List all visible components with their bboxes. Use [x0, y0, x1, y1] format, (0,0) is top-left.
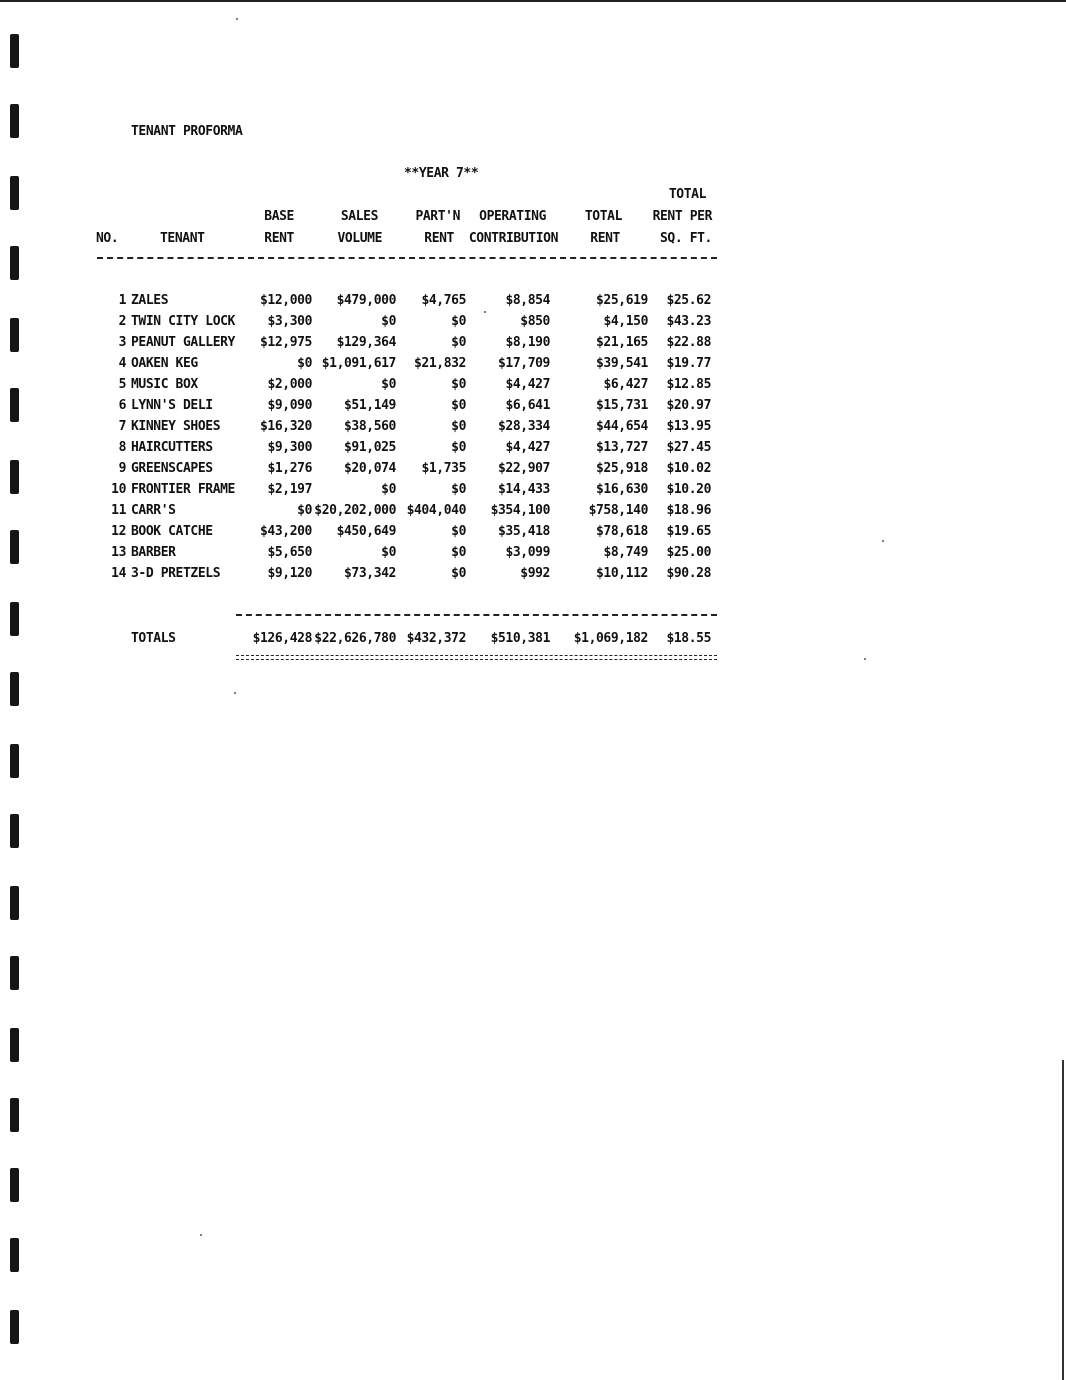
binder-punch-hole: [10, 956, 19, 990]
row-rent-per-sqft: $10.20: [666, 482, 711, 497]
row-number: 14: [111, 566, 126, 581]
row-number: 7: [118, 419, 126, 434]
row-tenant: 3-D PRETZELS: [131, 566, 221, 581]
row-operating: $17,709: [498, 356, 550, 371]
binder-punch-hole: [10, 460, 19, 494]
row-operating: $8,190: [505, 335, 550, 350]
row-operating: $4,427: [505, 440, 550, 455]
row-base-rent: $5,650: [267, 545, 312, 560]
binder-punch-hole: [10, 246, 19, 280]
binder-punch-hole: [10, 104, 19, 138]
row-tenant: LYNN'S DELI: [131, 398, 213, 413]
row-total-rent: $39,541: [596, 356, 648, 371]
scan-speck: [882, 540, 884, 542]
row-partn-rent: $404,040: [406, 503, 466, 518]
row-operating: $3,099: [505, 545, 550, 560]
row-base-rent: $0: [297, 356, 312, 371]
row-base-rent: $2,197: [267, 482, 312, 497]
row-rent-per-sqft: $27.45: [666, 440, 711, 455]
binder-punch-hole: [10, 1028, 19, 1062]
row-partn-rent: $0: [451, 377, 466, 392]
header-sales-volume-line2: VOLUME: [337, 231, 382, 246]
header-base-rent-line1: BASE: [264, 209, 294, 224]
binder-punch-hole: [10, 602, 19, 636]
row-base-rent: $12,975: [260, 335, 312, 350]
year-label: **YEAR 7**: [404, 166, 479, 181]
row-rent-per-sqft: $18.96: [666, 503, 711, 518]
document-title: TENANT PROFORMA: [131, 124, 243, 139]
row-partn-rent: $0: [451, 566, 466, 581]
row-partn-rent: $0: [451, 419, 466, 434]
row-rent-per-sqft: $90.28: [666, 566, 711, 581]
binder-punch-hole: [10, 744, 19, 778]
header-partn-rent-line1: PART'N: [415, 209, 460, 224]
totals-label: TOTALS: [131, 631, 176, 646]
row-partn-rent: $4,765: [421, 293, 466, 308]
row-total-rent: $44,654: [596, 419, 648, 434]
row-total-rent: $758,140: [588, 503, 648, 518]
row-number: 12: [111, 524, 126, 539]
header-operating-line1: OPERATING: [479, 209, 546, 224]
row-number: 5: [118, 377, 126, 392]
totals-rule: [236, 614, 717, 616]
scan-speck: [484, 311, 486, 313]
row-rent-per-sqft: $19.65: [666, 524, 711, 539]
row-total-rent: $25,619: [596, 293, 648, 308]
row-partn-rent: $0: [451, 440, 466, 455]
row-base-rent: $0: [297, 503, 312, 518]
row-rent-per-sqft: $13.95: [666, 419, 711, 434]
row-base-rent: $1,276: [267, 461, 312, 476]
row-operating: $992: [520, 566, 550, 581]
row-base-rent: $12,000: [260, 293, 312, 308]
header-rent-per-sqft-line1: TOTAL: [668, 187, 706, 202]
row-base-rent: $43,200: [260, 524, 312, 539]
row-partn-rent: $0: [451, 545, 466, 560]
row-tenant: GREENSCAPES: [131, 461, 213, 476]
row-total-rent: $15,731: [596, 398, 648, 413]
row-number: 8: [118, 440, 126, 455]
row-operating: $8,854: [505, 293, 550, 308]
header-operating-line2: CONTRIBUTION: [468, 231, 558, 246]
header-rent-per-sqft-line2: RENT PER: [652, 209, 712, 224]
page-right-edge: [1062, 1060, 1064, 1380]
row-total-rent: $13,727: [596, 440, 648, 455]
header-no: NO.: [96, 231, 119, 246]
row-number: 6: [118, 398, 126, 413]
row-tenant: MUSIC BOX: [131, 377, 198, 392]
row-rent-per-sqft: $22.88: [666, 335, 711, 350]
header-rule: [97, 257, 717, 259]
binder-punch-hole: [10, 388, 19, 422]
scan-speck: [236, 18, 238, 20]
row-partn-rent: $21,832: [414, 356, 466, 371]
row-sales-volume: $1,091,617: [321, 356, 396, 371]
row-operating: $4,427: [505, 377, 550, 392]
row-tenant: PEANUT GALLERY: [131, 335, 235, 350]
header-partn-rent-line2: RENT: [424, 231, 454, 246]
header-rent-per-sqft-line3: SQ. FT.: [660, 231, 712, 246]
row-partn-rent: $0: [451, 314, 466, 329]
row-sales-volume: $20,202,000: [314, 503, 396, 518]
row-partn-rent: $0: [451, 482, 466, 497]
totals-base-rent: $126,428: [252, 631, 312, 646]
row-sales-volume: $0: [381, 377, 396, 392]
row-partn-rent: $0: [451, 335, 466, 350]
header-sales-volume-line1: SALES: [340, 209, 378, 224]
row-operating: $354,100: [490, 503, 550, 518]
binder-punch-hole: [10, 1168, 19, 1202]
header-total-rent-line1: TOTAL: [584, 209, 622, 224]
row-total-rent: $21,165: [596, 335, 648, 350]
row-partn-rent: $0: [451, 398, 466, 413]
row-partn-rent: $1,735: [421, 461, 466, 476]
row-number: 3: [118, 335, 126, 350]
row-number: 4: [118, 356, 126, 371]
row-number: 10: [111, 482, 126, 497]
binder-punch-hole: [10, 1238, 19, 1272]
row-sales-volume: $38,560: [344, 419, 396, 434]
header-base-rent-line2: RENT: [264, 231, 294, 246]
row-sales-volume: $51,149: [344, 398, 396, 413]
row-sales-volume: $73,342: [344, 566, 396, 581]
row-rent-per-sqft: $19.77: [666, 356, 711, 371]
binder-punch-hole: [10, 814, 19, 848]
row-partn-rent: $0: [451, 524, 466, 539]
scan-speck: [864, 658, 866, 660]
row-tenant: OAKEN KEG: [131, 356, 198, 371]
row-total-rent: $10,112: [596, 566, 648, 581]
totals-sales-volume: $22,626,780: [314, 631, 396, 646]
totals-double-rule: [236, 655, 717, 660]
binder-punch-hole: [10, 318, 19, 352]
row-sales-volume: $0: [381, 314, 396, 329]
row-rent-per-sqft: $25.00: [666, 545, 711, 560]
row-sales-volume: $20,074: [344, 461, 396, 476]
row-rent-per-sqft: $43.23: [666, 314, 711, 329]
binder-punch-hole: [10, 530, 19, 564]
row-operating: $22,907: [498, 461, 550, 476]
row-number: 2: [118, 314, 126, 329]
binder-punch-hole: [10, 672, 19, 706]
row-tenant: BARBER: [131, 545, 176, 560]
row-operating: $850: [520, 314, 550, 329]
row-sales-volume: $0: [381, 545, 396, 560]
binder-punch-hole: [10, 1098, 19, 1132]
row-base-rent: $9,120: [267, 566, 312, 581]
row-rent-per-sqft: $20.97: [666, 398, 711, 413]
row-rent-per-sqft: $25.62: [666, 293, 711, 308]
row-total-rent: $6,427: [603, 377, 648, 392]
binder-punch-hole: [10, 176, 19, 210]
row-number: 9: [118, 461, 126, 476]
row-tenant: CARR'S: [131, 503, 176, 518]
row-total-rent: $78,618: [596, 524, 648, 539]
row-sales-volume: $450,649: [336, 524, 396, 539]
binder-punch-hole: [10, 886, 19, 920]
row-operating: $35,418: [498, 524, 550, 539]
row-tenant: TWIN CITY LOCK: [131, 314, 235, 329]
header-tenant: TENANT: [160, 231, 205, 246]
scan-speck: [200, 1234, 202, 1236]
binder-punch-hole: [10, 34, 19, 68]
totals-operating: $510,381: [490, 631, 550, 646]
row-number: 1: [118, 293, 126, 308]
row-tenant: KINNEY SHOES: [131, 419, 221, 434]
row-base-rent: $2,000: [267, 377, 312, 392]
row-total-rent: $8,749: [603, 545, 648, 560]
row-tenant: HAIRCUTTERS: [131, 440, 213, 455]
row-rent-per-sqft: $10.02: [666, 461, 711, 476]
totals-rent-per-sqft: $18.55: [666, 631, 711, 646]
row-operating: $6,641: [505, 398, 550, 413]
row-tenant: FRONTIER FRAME: [131, 482, 235, 497]
row-base-rent: $9,300: [267, 440, 312, 455]
row-number: 11: [111, 503, 126, 518]
row-sales-volume: $91,025: [344, 440, 396, 455]
totals-partn-rent: $432,372: [406, 631, 466, 646]
row-operating: $28,334: [498, 419, 550, 434]
row-sales-volume: $479,000: [336, 293, 396, 308]
row-sales-volume: $0: [381, 482, 396, 497]
scan-speck: [234, 692, 236, 694]
row-base-rent: $9,090: [267, 398, 312, 413]
row-total-rent: $25,918: [596, 461, 648, 476]
totals-total-rent: $1,069,182: [573, 631, 648, 646]
page-top-edge: [0, 0, 1066, 2]
row-total-rent: $4,150: [603, 314, 648, 329]
row-base-rent: $16,320: [260, 419, 312, 434]
row-operating: $14,433: [498, 482, 550, 497]
row-tenant: ZALES: [131, 293, 169, 308]
row-tenant: BOOK CATCHE: [131, 524, 213, 539]
row-number: 13: [111, 545, 126, 560]
row-base-rent: $3,300: [267, 314, 312, 329]
binder-punch-hole: [10, 1310, 19, 1344]
row-rent-per-sqft: $12.85: [666, 377, 711, 392]
header-total-rent-line2: RENT: [590, 231, 620, 246]
row-total-rent: $16,630: [596, 482, 648, 497]
row-sales-volume: $129,364: [336, 335, 396, 350]
